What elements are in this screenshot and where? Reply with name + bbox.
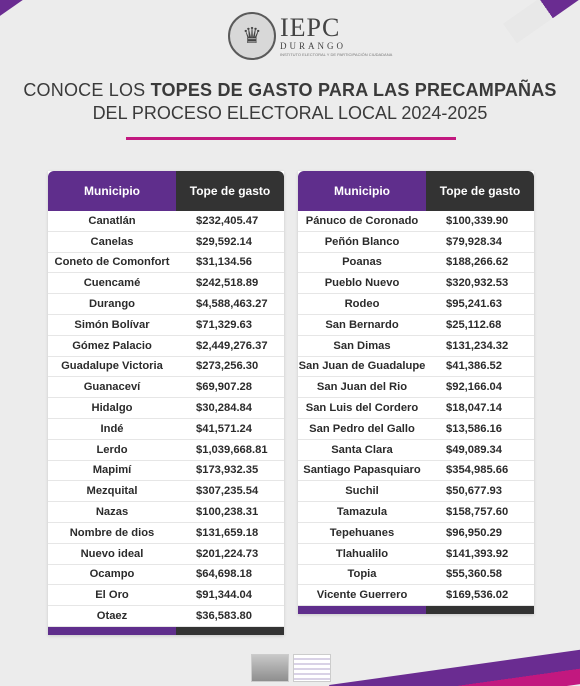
municipio-cell: San Luis del Cordero [305,402,419,415]
table-row [298,502,534,523]
iepc-logo [228,12,392,60]
municipio-cell: Vicente Guerrero [316,589,408,602]
municipio-cell: San Juan de Guadalupe [298,360,426,373]
tope-cell: $96,950.29 [446,526,502,539]
table-row [298,357,534,378]
logo-name: IEPC [280,13,341,43]
table-row [48,336,284,357]
table-row [48,565,284,586]
table-row [298,315,534,336]
table-row [48,294,284,315]
table-row [48,253,284,274]
tope-cell: $95,241.63 [446,298,502,311]
tope-cell: $50,677.93 [446,485,502,498]
header-tope: Tope de gasto [176,171,284,211]
municipio-cell: Canelas [90,235,134,248]
table-row [48,461,284,482]
spending-table-left [48,171,284,635]
municipio-cell: Ocampo [89,568,135,581]
table-row [298,377,534,398]
table-row [298,253,534,274]
tope-cell: $100,339.90 [446,214,509,227]
table-row [48,315,284,336]
municipio-cell: El Oro [95,589,129,602]
tope-cell: $169,536.02 [446,589,509,602]
table-row [298,585,534,606]
title-line-2: DEL PROCESO ELECTORAL LOCAL 2024-2025 [92,103,488,123]
tope-cell: $69,907.28 [196,381,252,394]
municipio-cell: Pueblo Nuevo [324,277,400,290]
municipio-cell: Tepehuanes [329,526,395,539]
table-row [298,294,534,315]
table-row [48,211,284,232]
table-row [298,544,534,565]
tope-cell: $273,256.30 [196,360,259,373]
table-body [48,211,284,627]
municipio-cell: Suchil [345,485,379,498]
table-row [48,357,284,378]
tope-cell: $232,405.47 [196,214,259,227]
table-row [48,523,284,544]
municipio-cell: Nazas [95,506,129,519]
tope-cell: $31,134.56 [196,256,252,269]
seal-emblem-icon: ♛ [228,12,276,60]
bottom-stripe [329,643,580,686]
table-row [48,502,284,523]
corner-stripe-top-right [503,0,580,43]
municipio-cell: Otaez [96,610,128,623]
municipio-cell: San Bernardo [325,318,399,331]
tope-cell: $49,089.34 [446,443,502,456]
municipio-cell: Tlahualilo [335,547,389,560]
table-row [48,419,284,440]
municipio-cell: Guanaceví [83,381,141,394]
logo-text [280,15,392,57]
tope-cell: $188,266.62 [446,256,509,269]
thumbnail-image[interactable] [251,654,289,682]
table-body [298,211,534,606]
municipio-cell: Tamazula [336,506,388,519]
tope-cell: $41,386.52 [446,360,502,373]
logo-subtitle: DURANGO [280,41,346,52]
table-row [298,565,534,586]
table-row [48,544,284,565]
tope-cell: $100,238.31 [196,506,259,519]
corner-stripe-top-left [0,0,126,25]
table-row [48,377,284,398]
municipio-cell: Nuevo ideal [80,547,144,560]
header-tope: Tope de gasto [426,171,534,211]
tope-cell: $131,234.32 [446,339,509,352]
table-header [48,171,284,211]
table-row [298,273,534,294]
tope-cell: $79,928.34 [446,235,502,248]
table-row [48,481,284,502]
tope-cell: $173,932.35 [196,464,259,477]
title-line-1 [0,80,580,101]
table-row [298,523,534,544]
municipio-cell: Canatlán [88,214,136,227]
table-row [298,232,534,253]
tope-cell: $158,757.60 [446,506,509,519]
tope-cell: $91,344.04 [196,589,252,602]
table-row [48,440,284,461]
table-row [298,336,534,357]
municipio-cell: San Juan del Rio [316,381,408,394]
spending-table-right [298,171,534,614]
table-header [298,171,534,211]
page-title [0,80,580,124]
table-row [48,606,284,627]
table-row [298,398,534,419]
municipio-cell: Guadalupe Victoria [61,360,163,373]
header-municipio: Municipio [48,171,176,211]
municipio-cell: San Pedro del Gallo [309,422,415,435]
municipio-cell: Lerdo [96,443,128,456]
municipio-cell: Cuencamé [83,277,141,290]
tope-cell: $1,039,668.81 [196,443,268,456]
header-municipio: Municipio [298,171,426,211]
table-footer [298,606,534,614]
municipio-cell: Topia [347,568,377,581]
table-row [298,419,534,440]
municipio-cell: Hidalgo [91,402,133,415]
table-row [298,461,534,482]
table-row [48,398,284,419]
municipio-cell: Santiago Papasquiaro [303,464,421,477]
table-footer [48,627,284,635]
municipio-cell: Indé [100,422,124,435]
tope-cell: $64,698.18 [196,568,252,581]
municipio-cell: Mapimí [92,464,132,477]
municipio-cell: Rodeo [344,298,380,311]
municipio-cell: Pánuco de Coronado [305,214,419,227]
municipio-cell: Simón Bolívar [74,318,150,331]
municipio-cell: Peñón Blanco [324,235,400,248]
title-emphasis: TOPES DE GASTO PARA LAS PRECAMPAÑAS [150,80,557,100]
tope-cell: $55,360.58 [446,568,502,581]
tope-cell: $18,047.14 [446,402,502,415]
thumbnail-image[interactable] [293,654,331,682]
thumbnail-strip [251,654,331,682]
municipio-cell: San Dimas [333,339,391,352]
tope-cell: $354,985.66 [446,464,509,477]
tope-cell: $2,449,276.37 [196,339,268,352]
table-row [298,211,534,232]
tope-cell: $320,932.53 [446,277,509,290]
tope-cell: $36,583.80 [196,610,252,623]
municipio-cell: Nombre de dios [69,526,155,539]
tope-cell: $307,235.54 [196,485,259,498]
table-row [48,585,284,606]
table-row [298,481,534,502]
municipio-cell: Gómez Palacio [72,339,152,352]
tope-cell: $242,518.89 [196,277,259,290]
municipio-cell: Poanas [342,256,382,269]
tope-cell: $41,571.24 [196,422,252,435]
table-row [298,440,534,461]
municipio-cell: Santa Clara [331,443,393,456]
tope-cell: $30,284.84 [196,402,252,415]
municipio-cell: Coneto de Comonfort [54,256,170,269]
tope-cell: $29,592.14 [196,235,252,248]
tope-cell: $201,224.73 [196,547,259,560]
table-row [48,273,284,294]
tope-cell: $25,112.68 [446,318,502,331]
title-prefix: CONOCE LOS [23,80,151,100]
title-divider [126,137,456,140]
municipio-cell: Mezquital [86,485,138,498]
tope-cell: $71,329.63 [196,318,252,331]
municipio-cell: Durango [89,298,135,311]
table-row [48,232,284,253]
logo-tagline: INSTITUTO ELECTORAL Y DE PARTICIPACIÓN CIUDADANA [280,51,393,57]
tope-cell: $131,659.18 [196,526,259,539]
tope-cell: $92,166.04 [446,381,502,394]
tope-cell: $4,588,463.27 [196,298,268,311]
tope-cell: $13,586.16 [446,422,502,435]
tope-cell: $141,393.92 [446,547,509,560]
